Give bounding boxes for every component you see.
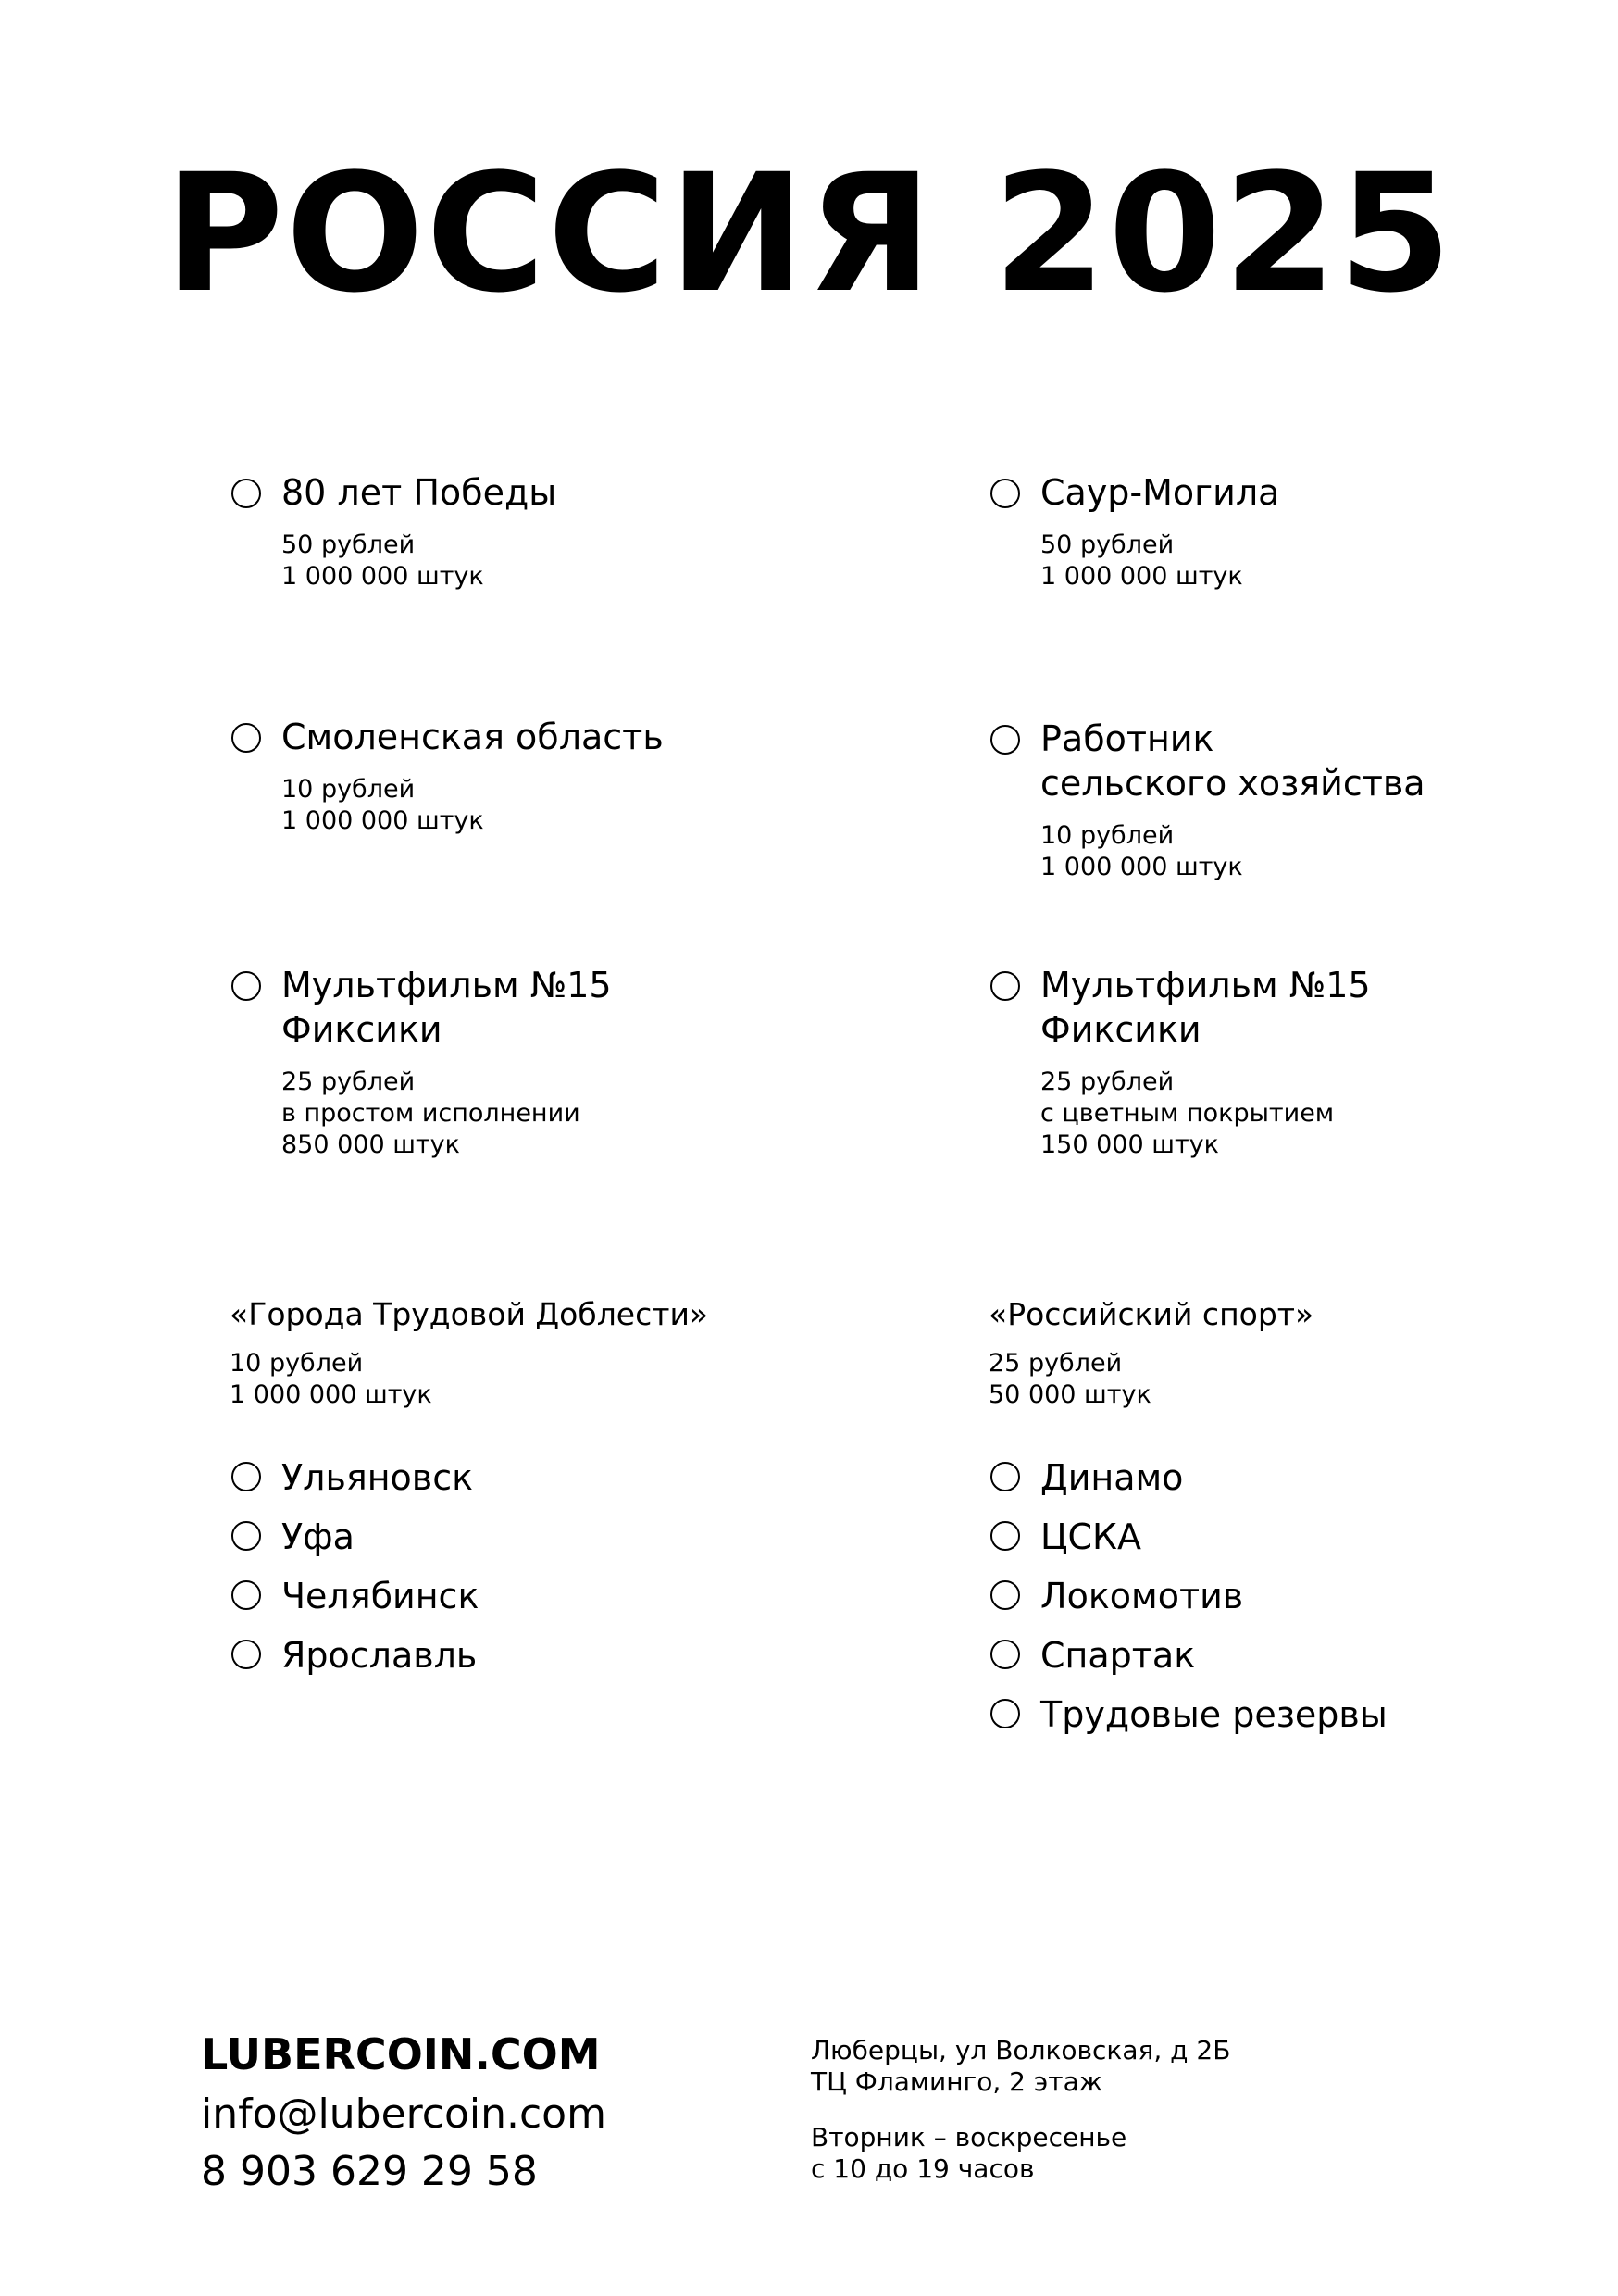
radio-circle-icon[interactable] [990, 1521, 1020, 1551]
series-block [230, 1296, 877, 1685]
coin-mintage: 1 000 000 штук [281, 806, 484, 835]
coin-item [989, 717, 1618, 883]
radio-circle-icon[interactable] [231, 1462, 261, 1491]
series-item: Трудовые резервы [989, 1685, 1618, 1744]
series-item: Уфа [230, 1507, 877, 1566]
series-title: «Города Трудовой Доблести» [230, 1296, 709, 1332]
series-item: Спартак [989, 1626, 1618, 1685]
coin-denomination: 50 рублей [1040, 530, 1175, 559]
coin-item [230, 963, 877, 1161]
coin-name: 80 лет Победы [281, 472, 557, 513]
radio-circle-icon[interactable] [990, 1640, 1020, 1669]
hours-line: с 10 до 19 часов [811, 2153, 1035, 2184]
series-mintage: 1 000 000 штук [230, 1380, 432, 1409]
coin-item [989, 470, 1618, 593]
footer-hours [811, 2122, 1126, 2185]
series-item: ЦСКА [989, 1507, 1618, 1566]
coin-name: Мультфильм №15 [281, 965, 612, 1005]
coin-name-line2: Фиксики [281, 1009, 442, 1050]
hours-line: Вторник – воскресенье [811, 2122, 1127, 2152]
coin-item [989, 963, 1618, 1161]
coin-finish: в простом исполнении [281, 1099, 580, 1128]
series-item: Динамо [989, 1448, 1618, 1507]
coin-denomination: 25 рублей [281, 1067, 416, 1096]
footer-email-link[interactable]: info@lubercoin.com [201, 2090, 606, 2138]
address-line: ТЦ Фламинго, 2 этаж [811, 2066, 1102, 2097]
radio-circle-icon[interactable] [990, 1699, 1020, 1728]
radio-circle-icon[interactable] [990, 971, 1020, 1001]
radio-circle-icon[interactable] [990, 1580, 1020, 1610]
coin-name: Мультфильм №15 [1040, 965, 1371, 1005]
coin-name: Саур-Могила [1040, 472, 1280, 513]
series-mintage: 50 000 штук [989, 1380, 1151, 1409]
series-item: Ярославль [230, 1626, 877, 1685]
series-item: Ульяновск [230, 1448, 877, 1507]
footer-site-link[interactable]: LUBERCOIN.COM [201, 2029, 601, 2079]
coin-name: Смоленская область [281, 717, 664, 757]
radio-circle-icon[interactable] [231, 1640, 261, 1669]
coin-mintage: 1 000 000 штук [281, 562, 484, 591]
series-title: «Российский спорт» [989, 1296, 1314, 1332]
coin-item [230, 715, 877, 837]
radio-circle-icon[interactable] [990, 479, 1020, 508]
radio-circle-icon[interactable] [231, 1521, 261, 1551]
coin-mintage: 1 000 000 штук [1040, 853, 1243, 881]
coin-name-line2: Фиксики [1040, 1009, 1201, 1050]
series-denomination: 25 рублей [989, 1349, 1123, 1378]
series-denomination: 10 рублей [230, 1349, 364, 1378]
series-item: Челябинск [230, 1566, 877, 1626]
radio-circle-icon[interactable] [231, 479, 261, 508]
series-item: Локомотив [989, 1566, 1618, 1626]
coin-mintage: 1 000 000 штук [1040, 562, 1243, 591]
address-line: Люберцы, ул Волковская, д 2Б [811, 2035, 1231, 2065]
coin-denomination: 10 рублей [281, 775, 416, 804]
coin-name-line2: сельского хозяйства [1040, 763, 1425, 804]
radio-circle-icon[interactable] [231, 723, 261, 753]
coin-finish: с цветным покрытием [1040, 1099, 1335, 1128]
footer-address [811, 2035, 1230, 2098]
coin-mintage: 150 000 штук [1040, 1130, 1219, 1159]
coin-denomination: 50 рублей [281, 530, 416, 559]
radio-circle-icon[interactable] [990, 725, 1020, 755]
series-block [989, 1296, 1618, 1744]
coin-denomination: 10 рублей [1040, 821, 1175, 850]
coin-name: Работник [1040, 718, 1214, 759]
page-title: РОССИЯ 2025 [164, 139, 1454, 329]
footer-phone[interactable]: 8 903 629 29 58 [201, 2148, 538, 2195]
radio-circle-icon[interactable] [990, 1462, 1020, 1491]
coin-mintage: 850 000 штук [281, 1130, 460, 1159]
coin-denomination: 25 рублей [1040, 1067, 1175, 1096]
radio-circle-icon[interactable] [231, 1580, 261, 1610]
radio-circle-icon[interactable] [231, 971, 261, 1001]
coin-item [230, 470, 877, 593]
